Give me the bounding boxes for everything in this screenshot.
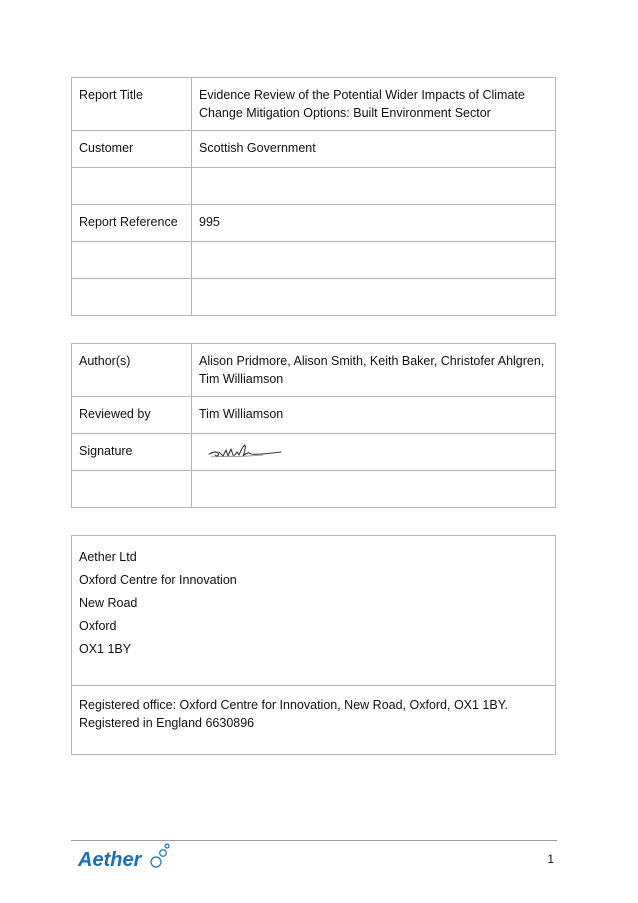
page-number: 1 (547, 852, 554, 866)
signature-cell (192, 434, 556, 471)
empty-cell (192, 279, 556, 316)
footer-divider (71, 840, 557, 841)
empty-cell (72, 242, 192, 279)
authors-label: Author(s) (72, 344, 192, 397)
signature-row (72, 434, 556, 471)
registered-in: Registered in England 6630896 (79, 716, 255, 730)
empty-cell (72, 168, 192, 205)
handwritten-signature (205, 440, 285, 462)
report-reference-row (72, 205, 556, 242)
authors-row (72, 344, 556, 397)
empty-row (72, 471, 556, 508)
authors-table (71, 343, 556, 508)
empty-row (72, 168, 556, 205)
authors-value: Alison Pridmore, Alison Smith, Keith Baker, Christofer Ahlgren, Tim Williamson (192, 344, 556, 397)
report-title-row (72, 78, 556, 131)
customer-value: Scottish Government (192, 131, 556, 168)
address-row (72, 536, 556, 686)
reviewed-by-row (72, 397, 556, 434)
reviewed-by-value: Tim Williamson (192, 397, 556, 434)
company-details-table (71, 535, 556, 755)
report-title-value: Evidence Review of the Potential Wider Impacts of Climate Change Mitigation Options: Built Environment Sector (192, 78, 556, 131)
address-street: New Road (79, 596, 138, 610)
registered-office: Registered office: Oxford Centre for Innovation, New Road, Oxford, OX1 1BY. (79, 698, 508, 712)
customer-label: Customer (72, 131, 192, 168)
empty-cell (192, 242, 556, 279)
signature-label: Signature (72, 434, 192, 471)
aether-logo (78, 842, 178, 872)
reviewed-by-label: Reviewed by (72, 397, 192, 434)
address-cell (72, 536, 556, 686)
address-company: Aether Ltd (79, 550, 137, 564)
empty-cell (192, 471, 556, 508)
registration-row (72, 686, 556, 755)
empty-row (72, 279, 556, 316)
address-building: Oxford Centre for Innovation (79, 573, 237, 587)
logo-bubbles-icon (151, 844, 169, 867)
empty-cell (72, 471, 192, 508)
registration-cell (72, 686, 556, 755)
report-reference-value: 995 (192, 205, 556, 242)
logo-text: Aether (78, 849, 142, 871)
customer-row (72, 131, 556, 168)
address-city: Oxford (79, 619, 117, 633)
empty-cell (192, 168, 556, 205)
empty-cell (72, 279, 192, 316)
report-details-table (71, 77, 556, 316)
address-postcode: OX1 1BY (79, 642, 132, 656)
report-reference-label: Report Reference (72, 205, 192, 242)
empty-row (72, 242, 556, 279)
report-title-label: Report Title (72, 78, 192, 131)
